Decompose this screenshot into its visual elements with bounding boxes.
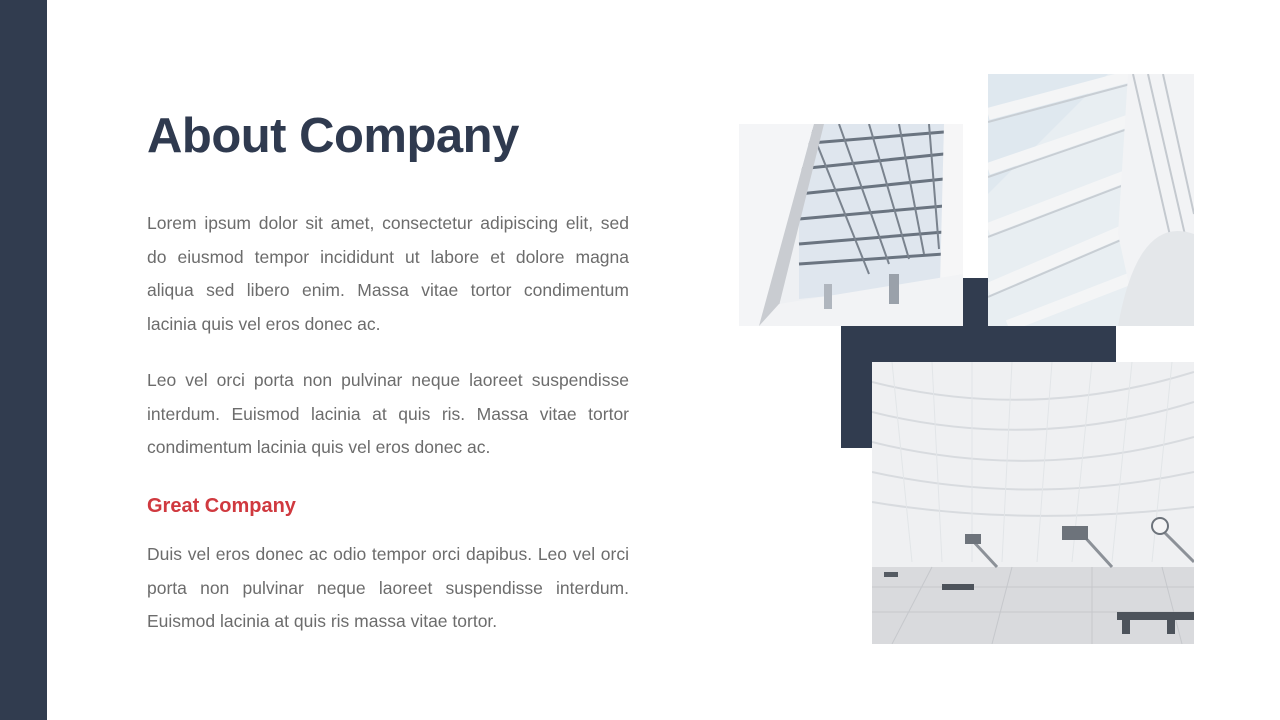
skylight-ceiling-photo bbox=[739, 124, 963, 326]
body-paragraph-2: Leo vel orci porta non pulvinar neque laoreet suspendisse interdum. Euismod lacinia at quis ris. Massa vitae tortor condimentum lacinia quis vel eros donec ac. bbox=[147, 370, 629, 457]
left-accent-bar bbox=[0, 0, 47, 720]
accent-block-large bbox=[841, 326, 1116, 362]
accent-block-small bbox=[960, 278, 990, 328]
body-paragraph-3: Duis vel eros donec ac odio tempor orci dapibus. Leo vel orci porta non pulvinar neque laoreet suspendisse interdum. Euismod lacinia at quis ris massa vitae tortor. bbox=[147, 544, 629, 631]
slide-title: About Company bbox=[147, 109, 519, 163]
accent-block-side bbox=[841, 326, 873, 448]
station-hall-photo bbox=[872, 362, 1194, 644]
body-paragraph-1: Lorem ipsum dolor sit amet, consectetur adipiscing elit, sed do eiusmod tempor incididunt ut labore et dolore magna aliqua sed libero enim. Massa vitae tortor condimentum lacinia quis vel eros donec ac. bbox=[147, 213, 629, 334]
white-arches-photo bbox=[988, 74, 1194, 326]
subheading: Great Company bbox=[147, 495, 296, 517]
